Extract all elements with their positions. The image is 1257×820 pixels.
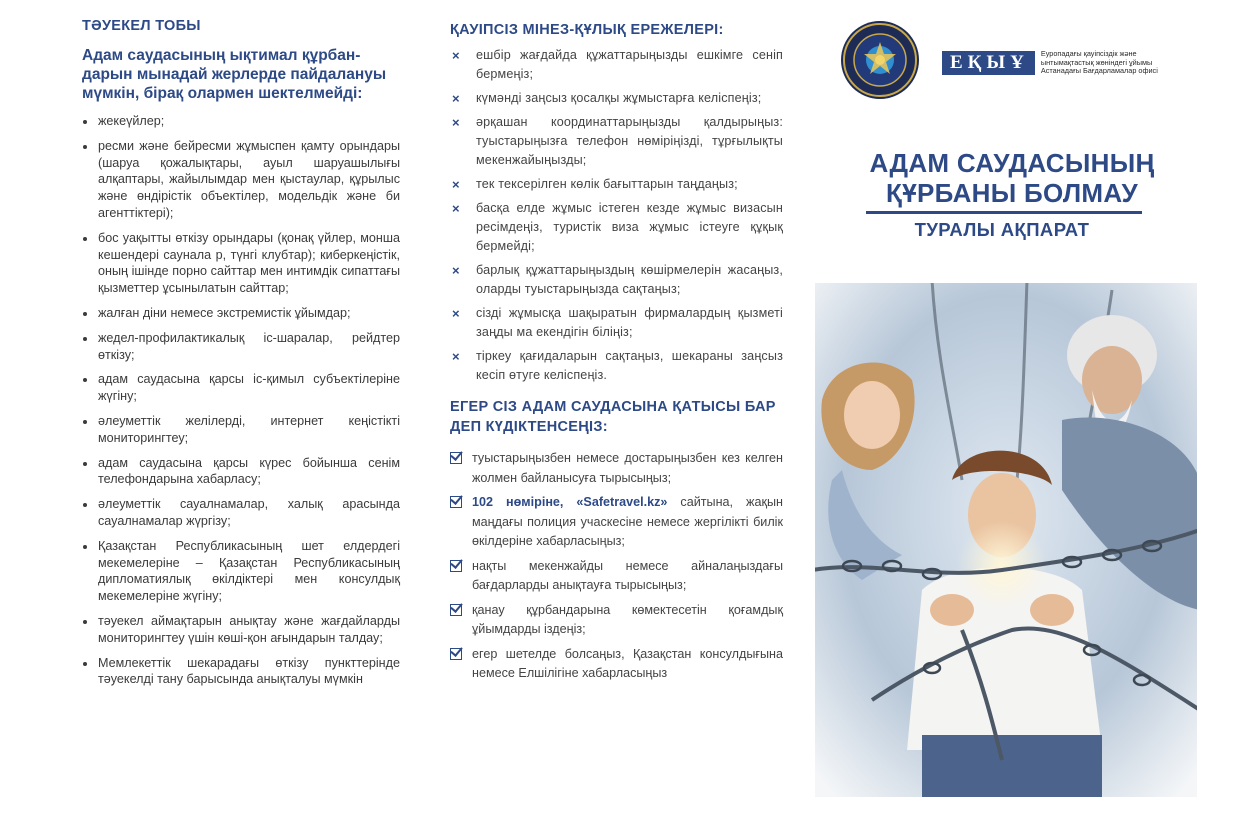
safety-rules-column (450, 0, 783, 689)
cross-mark-icon: × (452, 115, 460, 130)
suspect-action-item (450, 557, 783, 596)
suspect-action-text: қанау құрбандарына көмектесетін қоғамдық ұйымдарды іздеңіз; (472, 602, 783, 636)
suspect-title: ЕГЕР СІЗ АДАМ САУДАСЫНА ҚАТЫСЫ БАР ДЕП КҮДІКТЕНСЕҢІЗ: (450, 399, 776, 435)
suspect-action-item (450, 645, 783, 684)
risk-place-item: тәуекел аймақтарын анықтау және жағдайларды мониторингтеу үшін көші-қон ағындарын талдау; (82, 613, 400, 647)
risk-place-item: жекеүйлер; (82, 113, 400, 130)
safety-rule-text: тек тексерілген көлік бағыттарын таңдаңыз; (476, 177, 738, 191)
cover-panel (812, 0, 1212, 820)
chained-man-illustration (812, 280, 1200, 800)
suspect-action-text: сайтына, жақын маңдағы полиция учаскесіне немесе жергілікті билік өкілдеріне хабарласыңыз; (472, 495, 783, 548)
safety-rule-item (450, 113, 783, 170)
safety-rules-list (450, 46, 783, 385)
risk-place-item: адам саудасына қарсы іс-қимыл субъектілеріне жүгіну; (82, 371, 400, 405)
title-line-1: АДАМ САУДАСЫНЫҢ (869, 148, 1155, 178)
suspect-action-text: туыстарыңызбен немесе достарыңызбен кез келген жолмен байланысуға тырысыңыз; (472, 451, 783, 485)
suspect-action-item (450, 601, 783, 640)
safety-rule-item (450, 261, 783, 299)
osce-logo-block (942, 50, 1191, 76)
suspect-actions-list (450, 449, 783, 684)
safety-rule-item (450, 304, 783, 342)
osce-office-name: Еуропадағы қауіпсіздік және ынтымақтастық жөніндегі ұйымы Астанадағы Бағдарламалар офисі (1040, 49, 1158, 76)
risk-place-item: бос уақытты өткізу орындары (қонақ үйлер, монша кешендері саунала р, түнгі клубтар); киберкеңістік, оның ішінде порно сайттар мен интимдік сипаттағы қызметтер ұсынылатын сайттар; (82, 230, 400, 297)
safety-rule-text: сізді жұмысқа шақыратын фирмалардың қызметі заңды ма екендігін біліңіз; (476, 306, 783, 339)
safety-rule-text: күмәнді заңсыз қосалқы жұмыстарға келіспеңіз; (476, 91, 762, 105)
kz-police-seal-logo (840, 20, 920, 100)
safety-rule-item (450, 199, 783, 256)
risk-group-column (82, 0, 400, 696)
risk-place-item: ресми және бейресми жұмыспен қамту орындары (шаруа қожалықтары, ауыл шаруашылығы алқаптары, жайылымдар мен қыстаулар, құрылыс және өндірістік объектілер, модельдік және би агенттіктері); (82, 138, 400, 222)
osce-logo: ЕҚЫҰ (942, 51, 1035, 75)
checkbox-checked-icon (450, 452, 462, 464)
risk-group-lead: Адам саудасының ықтимал құрбан-дарын мынадай жерлерде пайдалануы мүмкін, бірақ олармен шектелмейді: (82, 47, 387, 102)
suspect-action-item (450, 493, 783, 552)
risk-place-item: адам саудасына қарсы күрес бойынша сенім телефондарына хабарласу; (82, 455, 400, 489)
safety-rule-text: ешбір жағдайда құжаттарыңызды ешкімге сеніп бермеңіз; (476, 48, 783, 81)
cross-mark-icon: × (452, 177, 460, 192)
safety-rule-item (450, 89, 783, 108)
suspect-action-highlight: 102 нөміріне, «Safetravel.kz» (472, 495, 668, 509)
cross-mark-icon: × (452, 306, 460, 321)
safety-rule-item (450, 46, 783, 84)
safety-rule-text: тіркеу қағидаларын сақтаңыз, шекараны заңсыз кесіп өтуге келіспеңіз. (476, 349, 783, 382)
cross-mark-icon: × (452, 91, 460, 106)
risk-group-title: ТӘУЕКЕЛ ТОБЫ (82, 18, 201, 34)
cross-mark-icon: × (452, 201, 460, 216)
risk-place-item: әлеуметтік сауалнамалар, халық арасында сауалнамалар жүргізу; (82, 496, 400, 530)
safety-rule-text: басқа елде жұмыс істеген кезде жұмыс визасын ресімдеңіз, туристік виза жұмыс істеуге құқық бермейді; (476, 201, 783, 253)
brochure-title (852, 148, 1172, 208)
risk-places-list (82, 113, 400, 688)
checkbox-checked-icon (450, 496, 462, 508)
risk-place-item: Мемлекеттік шекарадағы өткізу пункттерінде тәуекелді тану барысында анықталуы мүмкін (82, 655, 400, 689)
cross-mark-icon: × (452, 263, 460, 278)
suspect-action-text: нақты мекенжайды немесе айналаңыздағы бағдарларды анықтауға тырысыңыз; (472, 558, 783, 592)
safety-rule-item (450, 175, 783, 194)
risk-place-item: жалған діни немесе экстремистік ұйымдар; (82, 305, 400, 322)
safety-rules-title: ҚАУІПСІЗ МІНЕЗ-ҚҰЛЫҚ ЕРЕЖЕЛЕРІ: (450, 22, 724, 38)
title-line-2: ҚҰРБАНЫ БОЛМАУ (886, 178, 1138, 208)
cross-mark-icon: × (452, 349, 460, 364)
checkbox-checked-icon (450, 560, 462, 572)
checkbox-checked-icon (450, 648, 462, 660)
brochure-subtitle: ТУРАЛЫ АҚПАРАТ (914, 219, 1090, 240)
safety-rule-item (450, 347, 783, 385)
safety-rule-text: барлық құжаттарыңыздың көшірмелерін жасаңыз, оларды туыстарыңызда сақтаңыз; (476, 263, 783, 296)
suspect-action-item (450, 449, 783, 488)
risk-place-item: жедел-профилактикалық іс-шаралар, рейдтер өткізу; (82, 330, 400, 364)
risk-place-item: әлеуметтік желілерді, интернет кеңістікті мониторингтеу; (82, 413, 400, 447)
cross-mark-icon: × (452, 48, 460, 63)
risk-place-item: Қазақстан Республикасының шет елдердегі мекемелеріне – Қазақстан Республикасының дипломатиялық өкілдіктері мен консулдық мекемелеріне жүгіну; (82, 538, 400, 605)
checkbox-checked-icon (450, 604, 462, 616)
suspect-action-text: егер шетелде болсаңыз, Қазақстан консулдығына немесе Елшілігіне хабарласыңыз (472, 646, 783, 680)
safety-rule-text: әрқашан координаттарыңызды қалдырыңыз: туыстарыңызға телефон нөміріңізді, тұрғылықты мекенжайыңызды; (476, 115, 783, 167)
title-underline (866, 211, 1142, 214)
